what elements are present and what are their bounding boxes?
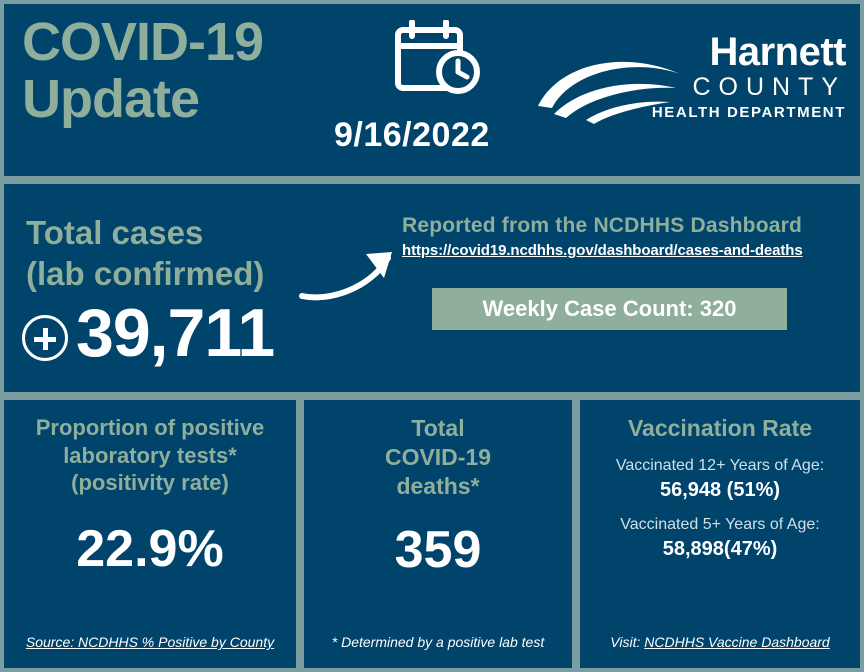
vaccination-visit-prefix: Visit: — [610, 634, 641, 650]
positivity-panel — [4, 400, 296, 668]
positivity-heading-line3: (positivity rate) — [71, 470, 229, 495]
report-date: 9/16/2022 — [334, 116, 490, 154]
deaths-panel — [304, 400, 572, 668]
vaccination-heading: Vaccination Rate — [627, 415, 813, 441]
vaccination-row — [580, 516, 860, 561]
positivity-value: 22.9% — [76, 519, 224, 578]
vaccination-5plus-label: Vaccinated 5+ Years of Age: — [620, 515, 820, 533]
vaccination-visit-note — [580, 634, 860, 650]
weekly-case-count-label: Weekly Case Count: 320 — [482, 296, 737, 321]
vaccination-row — [580, 457, 860, 502]
positivity-heading-line2: laboratory tests* — [63, 442, 237, 468]
positivity-source[interactable]: Source: NCDHHS % Positive by County — [25, 634, 275, 650]
ncdhhs-dashboard-link[interactable]: https://covid19.ncdhhs.gov/dashboard/cases-and-deaths — [402, 242, 803, 259]
positivity-heading — [4, 400, 296, 497]
logo-harnett: Harnett — [709, 30, 846, 74]
vaccination-12plus-value: 56,948 (51%) — [659, 478, 781, 501]
total-cases-title-line2: (lab confirmed) — [26, 255, 265, 293]
deaths-heading — [304, 400, 572, 500]
deaths-value: 359 — [394, 521, 482, 580]
total-cases-title — [26, 212, 326, 295]
deaths-heading-line1: Total — [411, 415, 465, 441]
weekly-case-count-box — [432, 288, 787, 330]
page-title — [22, 14, 362, 127]
curved-arrow-icon — [296, 244, 406, 314]
logo-text — [652, 32, 846, 122]
deaths-heading-line3: deaths* — [396, 472, 480, 499]
deaths-footnote: * Determined by a positive lab test — [331, 634, 545, 650]
deaths-heading-line2: COVID-19 — [384, 443, 492, 470]
total-cases-count: 39,711 — [76, 295, 275, 371]
plus-circle-icon — [22, 315, 68, 361]
positivity-heading-line1: Proportion of positive — [35, 415, 265, 440]
reported-from-label: Reported from the NCDHHS Dashboard — [402, 214, 802, 237]
vaccination-12plus-label: Vaccinated 12+ Years of Age: — [615, 456, 825, 474]
vaccination-panel — [580, 400, 860, 668]
vaccination-5plus-value: 58,898(47%) — [662, 537, 778, 560]
vaccine-dashboard-link[interactable]: NCDHHS Vaccine Dashboard — [644, 634, 830, 650]
logo-county: COUNTY — [692, 73, 846, 101]
calendar-clock-icon — [394, 20, 486, 102]
total-cases-band — [4, 184, 860, 392]
page-title-line2: Update — [22, 68, 200, 129]
page-title-line1: COVID-19 — [22, 12, 264, 72]
logo-health-department: HEALTH DEPARTMENT — [651, 103, 846, 121]
header-band — [4, 4, 860, 176]
total-cases-title-line1: Total cases — [26, 214, 204, 251]
harnett-county-logo — [524, 26, 854, 146]
